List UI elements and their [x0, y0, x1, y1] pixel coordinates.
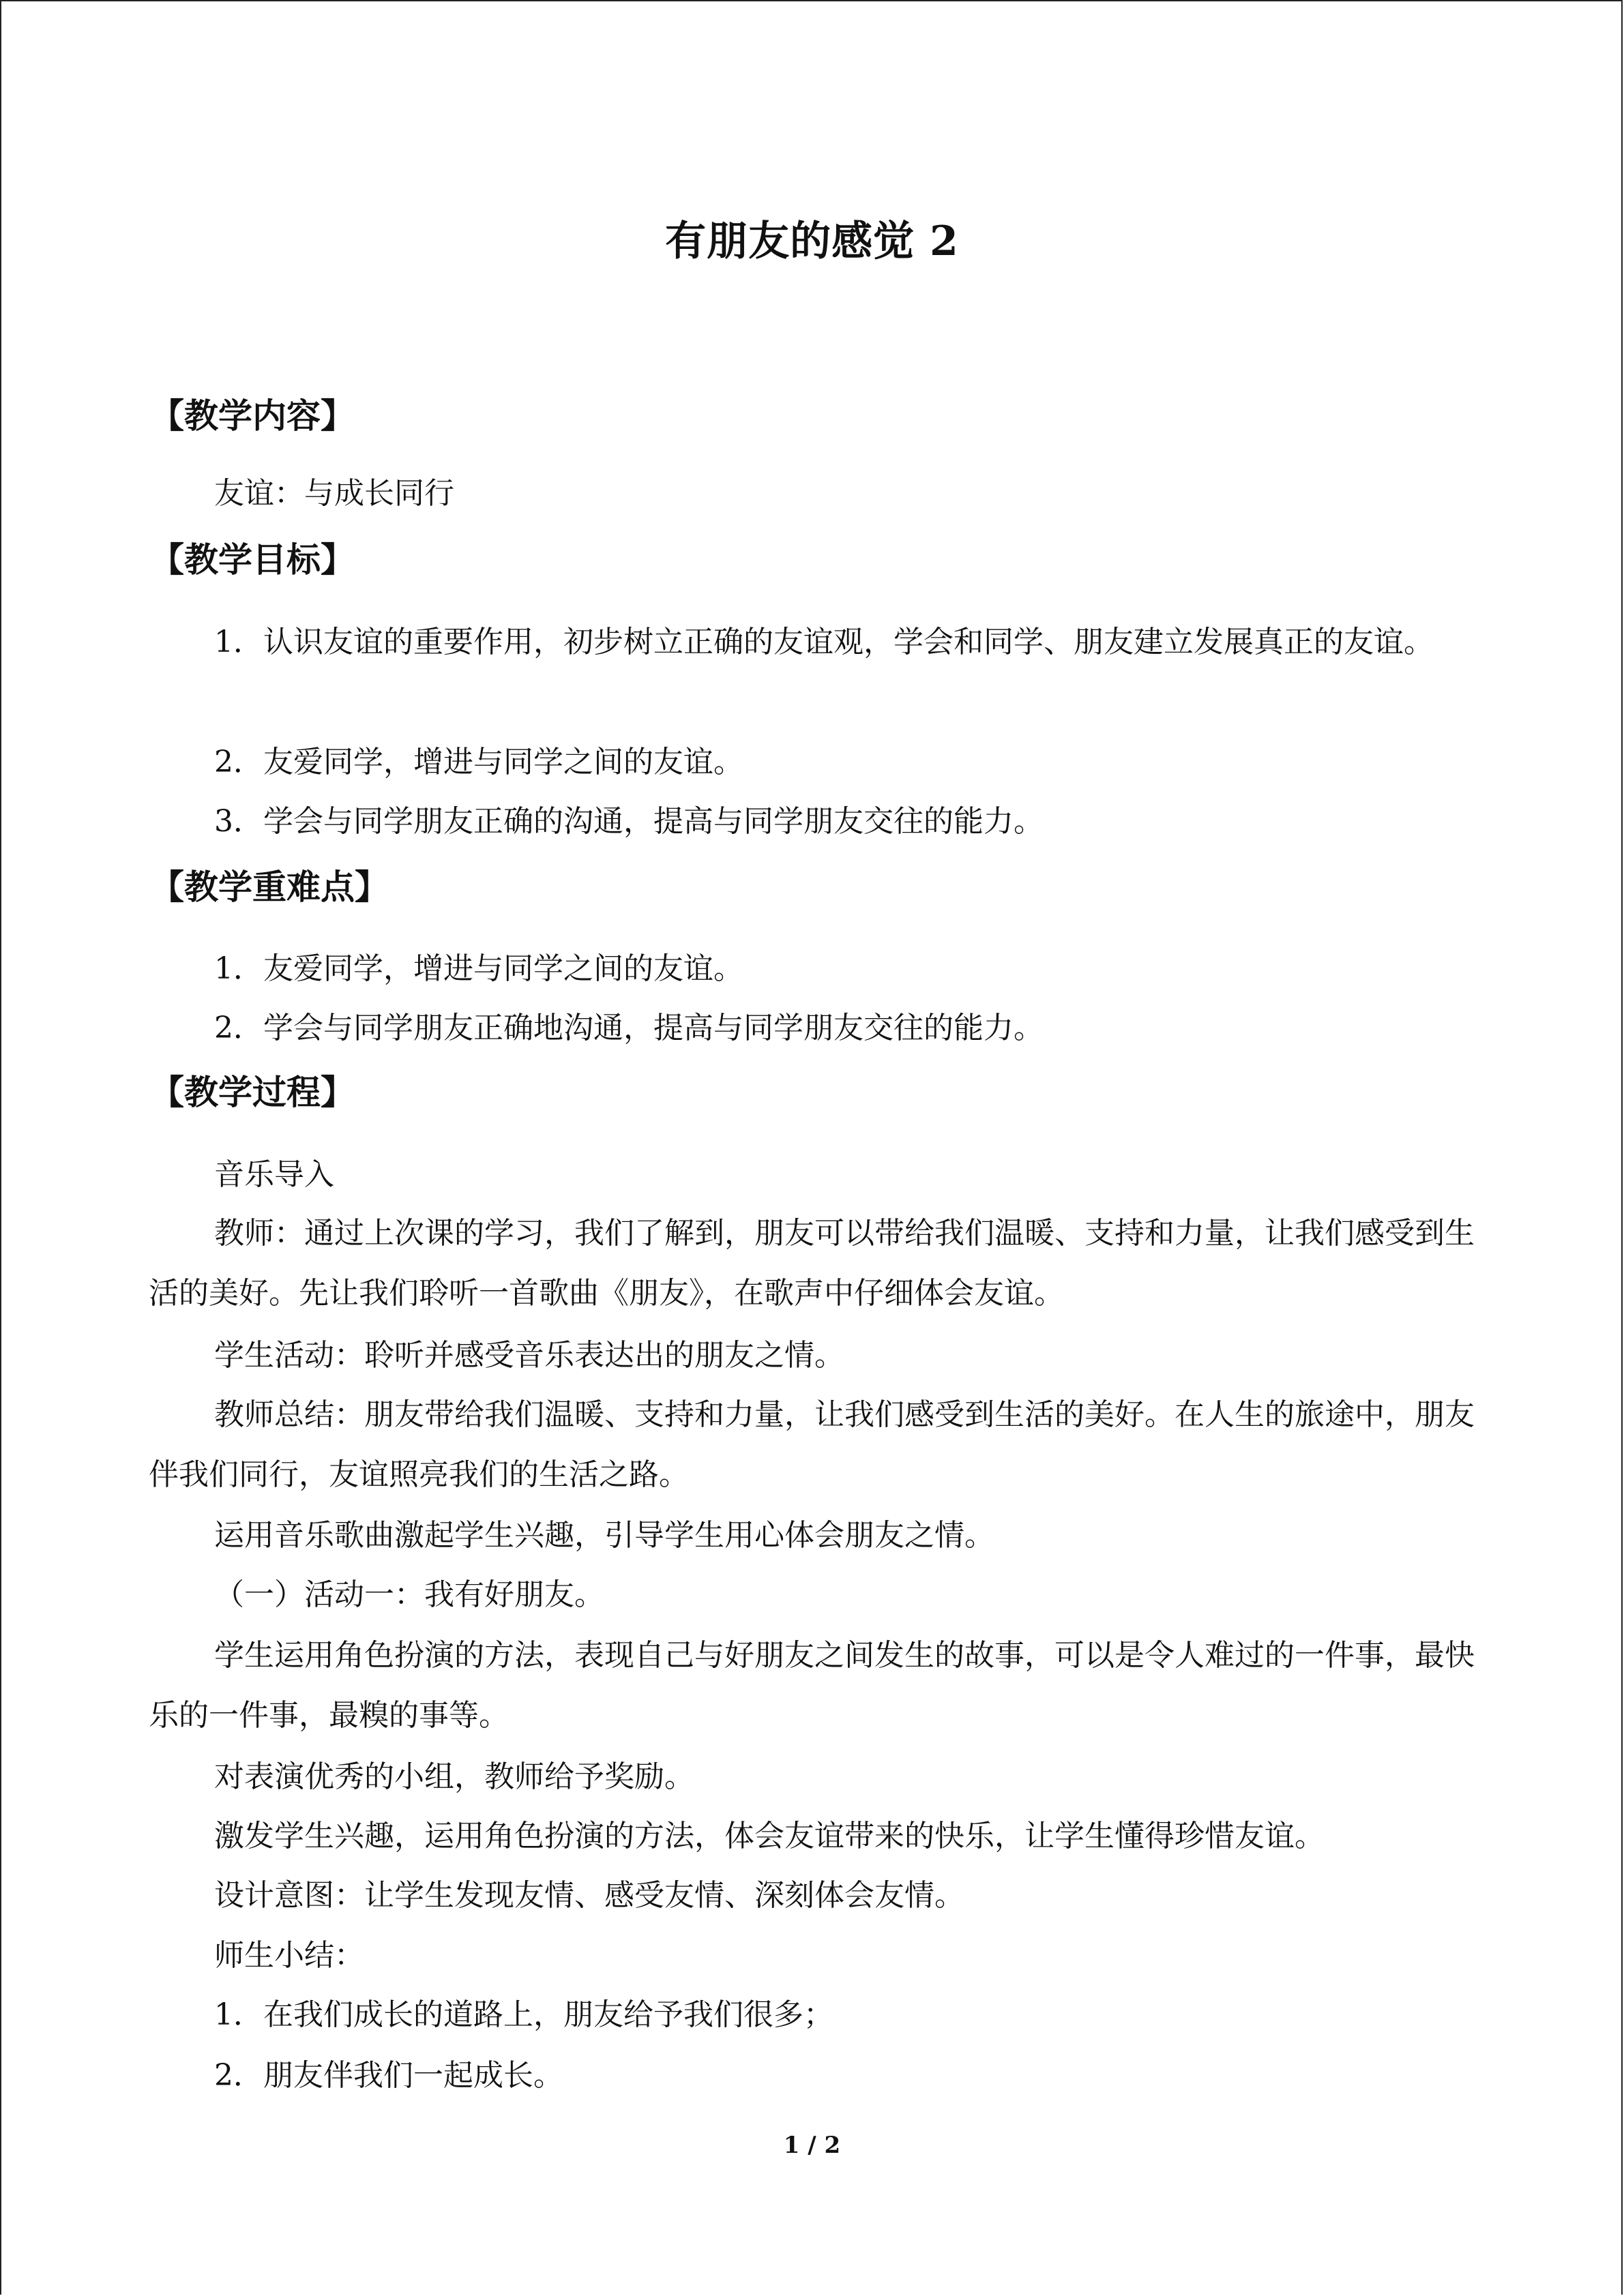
goals-item-1: 1．认识友谊的重要作用，初步树立正确的友谊观，学会和同学、朋友建立发展真正的友谊。: [214, 625, 1434, 659]
process-line: 对表演优秀的小组，教师给予奖励。: [214, 1759, 694, 1794]
process-paragraph: 教师总结：朋友带给我们温暖、支持和力量，让我们感受到生活的美好。在人生的旅途中，朋友伴我们同行，友谊照亮我们的生活之路。: [149, 1397, 1475, 1492]
process-line: 激发学生兴趣，运用角色扮演的方法，体会友谊带来的快乐，让学生懂得珍惜友谊。: [214, 1819, 1325, 1853]
section-heading-process: 【教学过程】: [150, 1073, 355, 1112]
process-line: 1．在我们成长的道路上，朋友给予我们很多；: [214, 1997, 833, 2032]
goals-item-2: 2．友爱同学，增进与同学之间的友谊。: [214, 745, 743, 779]
keypoints-item-2: 2．学会与同学朋友正确地沟通，提高与同学朋友交往的能力。: [214, 1011, 1044, 1045]
page-number: 1 / 2: [783, 2132, 841, 2159]
process-paragraph: 学生运用角色扮演的方法，表现自己与好朋友之间发生的故事，可以是令人难过的一件事，最快乐的一件事，最糗的事等。: [149, 1638, 1475, 1733]
process-line: 运用音乐歌曲激起学生兴趣，引导学生用心体会朋友之情。: [214, 1518, 994, 1553]
document-title: 有朋友的感觉 2: [665, 218, 959, 265]
section-heading-content: 【教学内容】: [150, 396, 355, 436]
section-heading-goals: 【教学目标】: [150, 540, 355, 580]
process-paragraph: 教师：通过上次课的学习，我们了解到，朋友可以带给我们温暖、支持和力量，让我们感受到生活的美好。先让我们聆听一首歌曲《朋友》，在歌声中仔细体会友谊。: [149, 1216, 1475, 1311]
process-line: 设计意图：让学生发现友情、感受友情、深刻体会友情。: [214, 1878, 964, 1913]
process-line: （一）活动一：我有好朋友。: [214, 1577, 604, 1612]
process-line: 音乐导入: [214, 1157, 334, 1192]
keypoints-item-1: 1．友爱同学，增进与同学之间的友谊。: [214, 951, 743, 986]
process-line: 师生小结：: [214, 1938, 364, 1973]
process-line: 学生活动：聆听并感受音乐表达出的朋友之情。: [214, 1338, 844, 1373]
process-line: 2．朋友伴我们一起成长。: [214, 2058, 563, 2093]
content-line: 友谊：与成长同行: [214, 476, 454, 511]
section-heading-keypoints: 【教学重难点】: [150, 867, 389, 907]
goals-item-3: 3．学会与同学朋友正确的沟通，提高与同学朋友交往的能力。: [214, 804, 1044, 839]
